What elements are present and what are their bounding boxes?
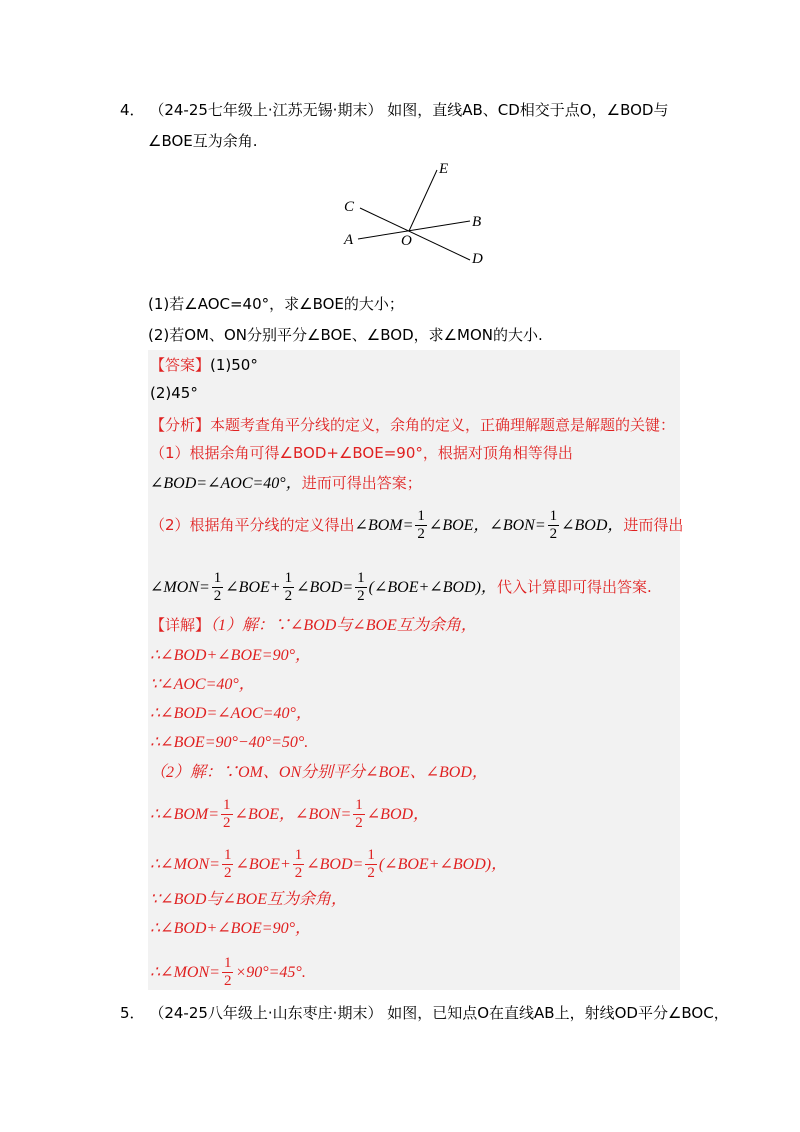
part-1: (1)若∠AOC=40°，求∠BOE的大小；: [148, 295, 404, 313]
frac-den: 2: [367, 865, 375, 881]
ray-oe: [409, 170, 437, 231]
frac-den: 2: [357, 588, 365, 604]
analysis-formula: (∠BOE+∠BOD)，: [368, 579, 497, 596]
question-stem: 如图，直线AB、CD相交于点O，∠BOD与: [387, 101, 669, 119]
frac-num: 1: [294, 847, 303, 863]
analysis-text: （2）根据角平分线的定义得出: [150, 516, 355, 534]
question-5: [120, 1002, 729, 1023]
analysis-line-4: [150, 570, 652, 605]
frac-den: 2: [294, 865, 303, 881]
analysis-formula: ∠BOD=: [296, 579, 354, 596]
line-cd: [360, 208, 470, 260]
frac-num: 1: [357, 570, 365, 586]
frac-den: 2: [355, 815, 363, 831]
question-4: [120, 99, 668, 120]
frac-den: 2: [223, 815, 231, 831]
frac-num: 1: [223, 797, 231, 813]
answer-1: (1)50°: [210, 356, 258, 374]
detail-line-7: [150, 797, 429, 832]
detail-formula: ∠BOE，∠BON=: [234, 806, 352, 823]
detail-line-8: [150, 847, 507, 882]
detail-text: （1）解：∵∠BOD与∠BOE互为余角，: [210, 617, 477, 634]
label-b: B: [472, 214, 482, 230]
frac-den: 2: [223, 865, 232, 881]
analysis-intro: 本题考查角平分线的定义，余角的定义，正确理解题意是解题的关键：: [210, 416, 676, 434]
analysis-formula: ∠BOE+: [225, 579, 281, 596]
frac-num: 1: [213, 570, 222, 586]
fraction-half: [415, 508, 427, 543]
analysis-formula: ∠BOM=: [354, 517, 414, 534]
detail-line-9: ∵∠BOD与∠BOE互为余角，: [150, 891, 347, 908]
detail-tag: 【详解】: [150, 616, 211, 634]
detail-line-3: ∵∠AOC=40°，: [150, 676, 255, 693]
fraction-half: [212, 570, 224, 605]
detail-formula: ∴∠BOM=: [150, 806, 220, 823]
answer-line-1: [150, 354, 258, 376]
analysis-line-2: [150, 472, 422, 495]
frac-num: 1: [223, 847, 232, 863]
detail-formula: ∴∠MON=: [150, 964, 220, 981]
label-o: O: [401, 233, 412, 249]
analysis-line-1: （1）根据余角可得∠BOD+∠BOE=90°，根据对顶角相等得出: [150, 444, 573, 462]
frac-num: 1: [223, 955, 232, 971]
analysis-text: 代入计算即可得出答案.: [496, 578, 652, 596]
frac-den: 2: [223, 973, 232, 989]
answer-tag: 【答案】: [150, 356, 211, 374]
answer-2: (2)45°: [150, 384, 198, 402]
label-e: E: [439, 161, 449, 177]
question-stem: 如图，已知点O在直线AB上，射线OD平分∠BOC，: [387, 1004, 729, 1022]
label-c: C: [344, 199, 355, 215]
fraction-half: [353, 797, 365, 832]
label-a: A: [344, 232, 354, 248]
detail-line-11: [150, 955, 306, 990]
frac-num: 1: [355, 797, 363, 813]
detail-line-10: ∴∠BOD+∠BOE=90°，: [150, 920, 311, 937]
question-source: （24-25八年级上·山东枣庄·期末）: [149, 1004, 383, 1022]
detail-formula: ∠BOD，: [366, 806, 430, 823]
frac-den: 2: [549, 526, 558, 542]
analysis-text: 进而得出: [623, 516, 684, 534]
frac-num: 1: [417, 508, 425, 524]
analysis-text: 进而可得出答案；: [301, 474, 422, 492]
detail-formula: ×90°=45°.: [235, 964, 306, 981]
frac-den: 2: [284, 588, 293, 604]
frac-num: 1: [284, 570, 293, 586]
detail-line-5: ∴∠BOE=90°−40°=50°.: [150, 734, 309, 751]
detail-line-4: ∴∠BOD=∠AOC=40°，: [150, 705, 312, 722]
question-number: 5．: [120, 1004, 145, 1022]
fraction-half: [222, 847, 234, 882]
detail-formula: ∠BOD=: [306, 856, 364, 873]
analysis-formula: ∠BOD=∠AOC=40°，: [150, 475, 302, 492]
analysis-formula: ∠BOE，∠BON=: [428, 517, 546, 534]
analysis-tag: 【分析】: [150, 416, 211, 434]
label-d: D: [472, 251, 483, 267]
question-number: 4．: [120, 101, 145, 119]
detail-line-1: [150, 614, 477, 637]
frac-num: 1: [367, 847, 375, 863]
detail-formula: ∠BOE+: [235, 856, 291, 873]
fraction-half: [355, 570, 367, 605]
analysis-line-3: [150, 508, 683, 543]
fraction-half: [283, 570, 295, 605]
part-2: (2)若OM、ON分别平分∠BOE、∠BOD，求∠MON的大小.: [148, 326, 543, 344]
analysis-intro-line: [150, 414, 675, 436]
frac-den: 2: [417, 526, 425, 542]
detail-line-6: （2）解：∵OM、ON分别平分∠BOE、∠BOD，: [150, 764, 488, 781]
fraction-half: [293, 847, 305, 882]
fraction-half: [222, 955, 234, 990]
line-ab: [358, 221, 470, 239]
detail-formula: ∴∠MON=: [150, 856, 220, 873]
frac-num: 1: [549, 508, 558, 524]
question-source: （24-25七年级上·江苏无锡·期末）: [149, 101, 383, 119]
detail-line-2: ∴∠BOD+∠BOE=90°，: [150, 647, 311, 664]
analysis-formula: ∠BOD，: [561, 517, 624, 534]
fraction-half: [365, 847, 377, 882]
fraction-half: [548, 508, 560, 543]
geometry-figure: [330, 155, 500, 270]
detail-formula: (∠BOE+∠BOD)，: [378, 856, 508, 873]
frac-den: 2: [213, 588, 222, 604]
fraction-half: [221, 797, 233, 832]
question-stem-cont: ∠BOE互为余角.: [148, 132, 258, 150]
analysis-formula: ∠MON=: [150, 579, 210, 596]
